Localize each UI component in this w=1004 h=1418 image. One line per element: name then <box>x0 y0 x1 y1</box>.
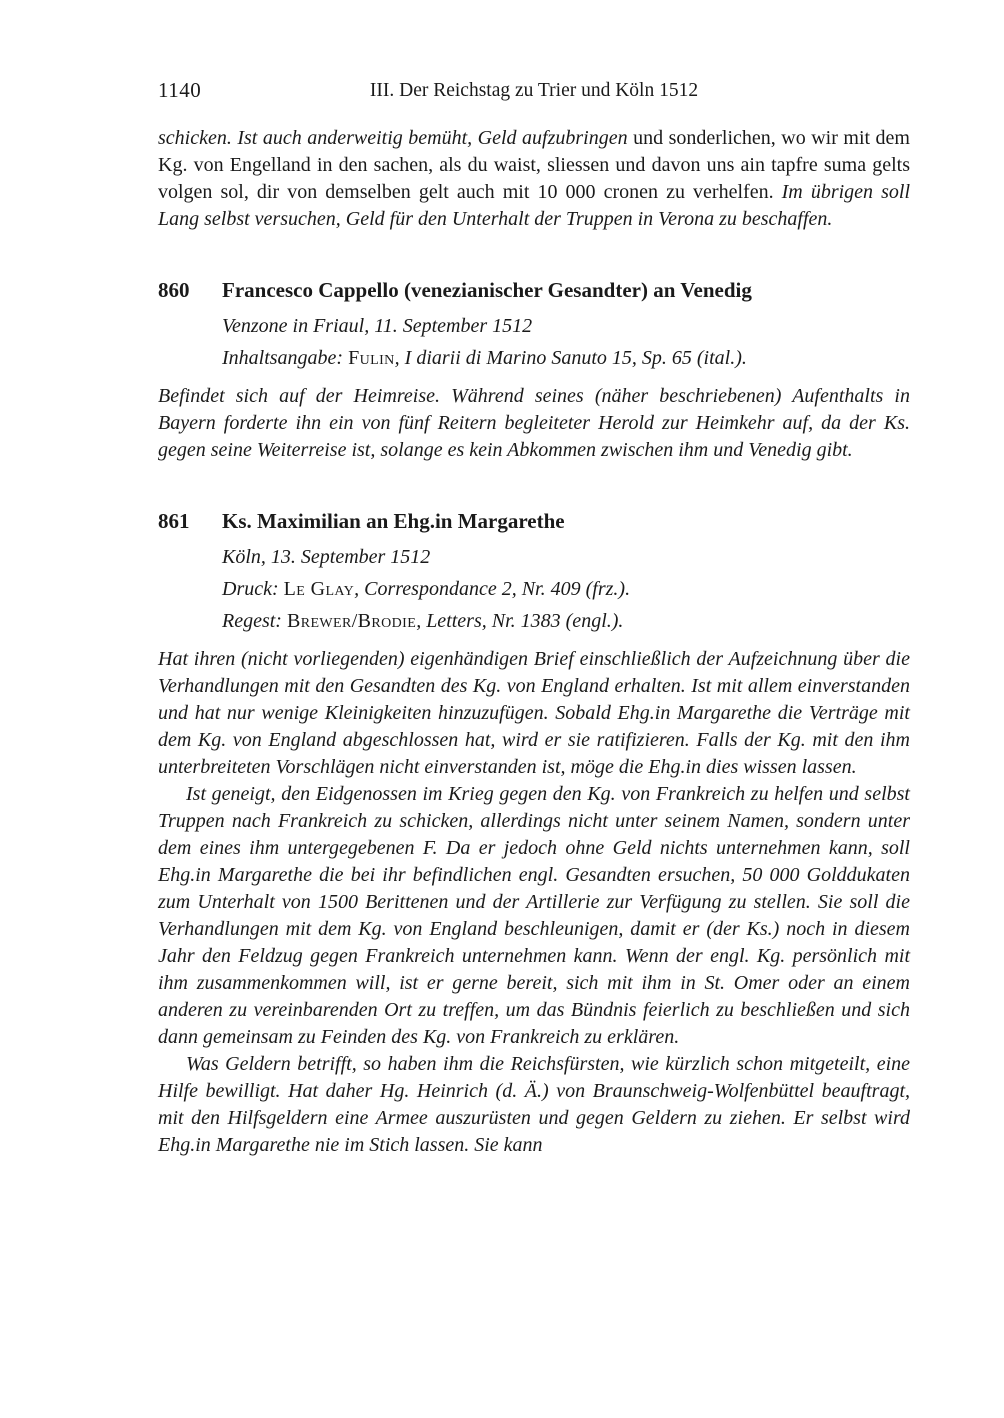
reference-label: Regest: <box>222 610 287 632</box>
reference-line <box>158 605 910 637</box>
regest-entry-860 <box>158 277 910 464</box>
regest-paragraph: Hat ihren (nicht vorliegenden) eigenhändigen Brief einschließlich der Aufzeichnung über die Verhandlungen mit den Gesandten des Kg. von England erhalten. Ist mit allem einverstanden und hat nur wenige Kleinigkeiten hinzuzufügen. Sobald Ehg.in Margarethe die Verträge mit dem Kg. von England abgeschlossen hat, wird er sie ratifizieren. Falls der Kg. mit den ihm unterbreiteten Vorschlägen nicht einverstanden ist, möge die Ehg.in dies wissen lassen. <box>158 648 910 778</box>
continuation-italic-tail: Im übrigen soll Lang selbst versuchen, Geld für den Unterhalt der Truppen in Verona zu beschaffen. <box>158 181 910 230</box>
reference-label: Inhaltsangabe: <box>222 347 349 369</box>
entry-number: 860 <box>158 278 190 302</box>
entry-number: 861 <box>158 509 190 533</box>
regest-paragraph: Befindet sich auf der Heimreise. Während seines (näher beschriebenen) Aufenthalts in Bayern forderte ihn ein von fünf Reitern begleiteter Herold zur Heimkehr auf, da der Ks. gegen seine Weiterreise ist, solange es kein Abkommen zwischen ihm und Venedig gibt. <box>158 385 910 461</box>
reference-citation: , I diarii di Marino Sanuto 15, Sp. 65 (ital.). <box>394 347 747 369</box>
reference-author: Fulin <box>348 347 395 369</box>
entry-title: Ks. Maximilian an Ehg.in Margarethe <box>222 509 565 533</box>
entry-dateline: Venzone in Friaul, 11. September 1512 <box>222 315 533 337</box>
entry-title: Francesco Cappello (venezianischer Gesandter) an Venedig <box>222 278 752 302</box>
regest-body <box>158 646 910 1159</box>
reference-label: Druck: <box>222 578 284 600</box>
regest-body <box>158 383 910 464</box>
regest-paragraph: Ist geneigt, den Eidgenossen im Krieg gegen den Kg. von Frankreich zu helfen und selbst Truppen nach Frankreich zu schicken, allerdings nicht unter seinem Namen, sondern unter dem eines ihm untergegebenen F. Da er jedoch ohne Geld nichts unternehmen kann, soll Ehg.in Margarethe die bei ihr befindlichen engl. Gesandten ersuchen, 50 000 Golddukaten zum Unterhalt von 1500 Berittenen und der Artillerie zur Verfügung zu stellen. Sie soll die Verhandlungen mit dem Kg. von England beschleunigen, damit er (der Ks.) noch in diesem Jahr den Feldzug gegen Frankreich unternehmen kann. Wenn der engl. Kg. persönlich mit ihm zusammenkommen will, ist er gerne bereit, sich mit ihm in St. Omer oder an einem anderen zu vereinbarenden Ort zu treffen, um das Bündnis feierlich zu beschließen und sich dann gemeinsam zu Feinden des Kg. von Frankreich zu erklären. <box>158 783 910 1048</box>
regest-paragraph: Was Geldern betrifft, so haben ihm die Reichsfürsten, wie kürzlich schon mitgeteilt, eine Hilfe bewilligt. Hat daher Hg. Heinrich (d. Ä.) von Braunschweig-Wolfenbüttel beauftragt, mit den Hilfsgeldern eine Armee auszurüsten und gegen Geldern zu ziehen. Er selbst wird Ehg.in Margarethe nie im Stich lassen. Sie kann <box>158 1053 910 1156</box>
page-number: 1140 <box>158 78 202 102</box>
entry-heading <box>158 508 910 535</box>
text-column <box>158 78 910 1159</box>
reference-author: Brewer/Brodie <box>286 610 417 632</box>
entry-heading <box>158 277 910 304</box>
reference-line <box>158 573 910 605</box>
reference-author: Le Glay <box>283 578 355 600</box>
page-header <box>158 78 910 105</box>
continuation-roman-quote: und sonderlichen, wo wir mit dem Kg. von Engelland in den sachen, als du waist, sliessen und davon uns ain tapfre suma gelts volgen sol, dir von demselben gelt auch mit 10 000 cronen zu verhelfen. <box>158 127 910 203</box>
reference-citation: , Letters, Nr. 1383 (engl.). <box>416 610 624 632</box>
entry-dateline: Köln, 13. September 1512 <box>222 546 431 568</box>
continuation-paragraph <box>158 125 910 233</box>
reference-citation: , Correspondance 2, Nr. 409 (frz.). <box>354 578 631 600</box>
continuation-italic-lead: schicken. Ist auch anderweitig bemüht, Geld aufzubringen <box>158 127 628 149</box>
running-title: III. Der Reichstag zu Trier und Köln 1512 <box>369 80 699 101</box>
regest-entry-861 <box>158 508 910 1159</box>
reference-line <box>158 342 910 374</box>
